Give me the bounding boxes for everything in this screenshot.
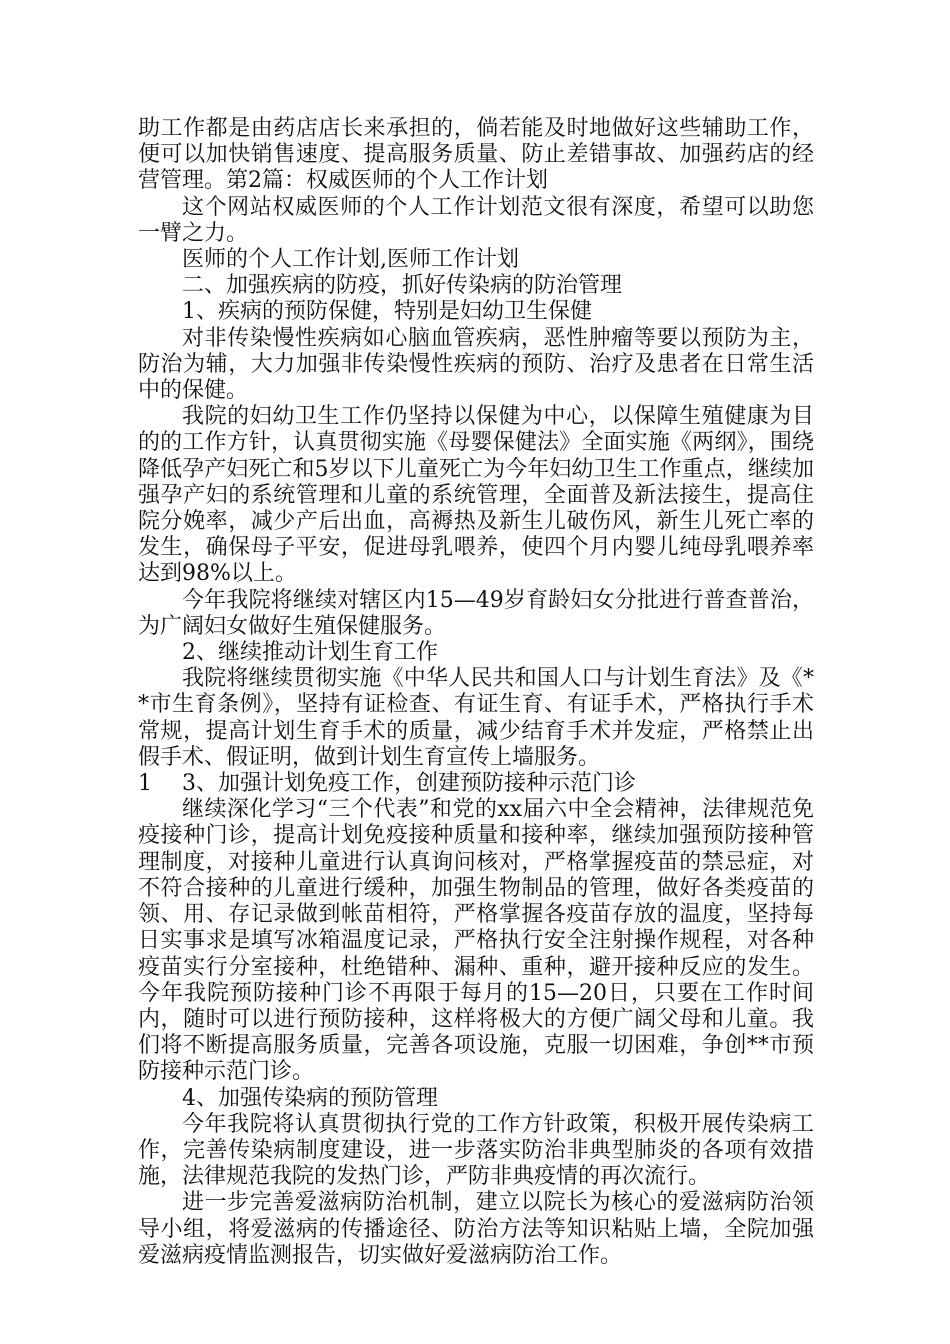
subheading-4: 4、加强传染病的预防管理 [182, 1085, 438, 1111]
paragraph: 我院的妇幼卫生工作仍坚持以保健为中心，以保障生殖健康为目的的工作方针，认真贯彻实施《母婴保健法》全面实施《两纲》，围绕降低孕产妇死亡和5岁以下儿童死亡为今年妇幼卫生工作重点，继续加强孕产妇的系统管理和儿童的系统管理，全面普及新法接生，提高住院分娩率，减少产后出血，高褥热及新生儿破伤风，新生儿死亡率的发生，确保母子平安，促进母乳喂养，使四个月内婴儿纯母乳喂养率达到98%以上。 [138, 404, 814, 587]
paragraph-intro: 这个网站权威医师的个人工作计划范文很有深度，希望可以助您一臂之力。 [138, 194, 814, 246]
list-marker: 1 [138, 771, 152, 797]
paragraph: 我院将继续贯彻实施《中华人民共和国人口与计划生育法》及《**市生育条例》，坚持有证检查、有证生育、有证手术，严格执行手术常规，提高计划生育手术的质量，减少结育手术并发症，严格禁止出假手术、假证明，做到计划生育宣传上墙服务。 [138, 666, 814, 770]
paragraph: 继续深化学习“三个代表”和党的xx届六中全会精神，法律规范免疫接种门诊，提高计划免疫接种质量和接种率，继续加强预防接种管理制度，对接种儿童进行认真询问核对，严格掌握疫苗的禁忌症，对不符合接种的儿童进行缓种，加强生物制品的管理，做好各类疫苗的领、用、存记录做到帐苗相符，严格掌握各疫苗存放的温度，坚持每日实事求是填写冰箱温度记录，严格执行安全注射操作规程，对各种疫苗实行分室接种，杜绝错种、漏种、重种，避开接种反应的发生。今年我院预防接种门诊不再限于每月的15—20日，只要在工作时间内，随时可以进行预防接种，这样将极大的方便广阔父母和儿童。我们将不断提高服务质量，完善各项设施，克服一切困难，争创**市预防接种示范门诊。 [138, 797, 814, 1085]
subheading-1: 1、疾病的预防保健，特别是妇幼卫生保健 [182, 299, 592, 325]
paragraph-title: 医师的个人工作计划,医师工作计划 [182, 247, 519, 273]
subheading-2: 2、继续推动计划生育工作 [182, 640, 438, 666]
subheading-3-row [138, 771, 814, 797]
paragraph: 进一步完善爱滋病防治机制，建立以院长为核心的爱滋病防治领导小组，将爱滋病的传播途径、防治方法等知识粘贴上墙，全院加强爱滋病疫情监测报告，切实做好爱滋病防治工作。 [138, 1190, 814, 1268]
paragraph: 今年我院将继续对辖区内15—49岁育龄妇女分批进行普查普治，为广阔妇女做好生殖保健服务。 [138, 587, 814, 639]
document-page [138, 116, 814, 1269]
paragraph-continuation: 助工作都是由药店店长来承担的，倘若能及时地做好这些辅助工作，便可以加快销售速度、提高服务质量、防止差错事故、加强药店的经营管理。第2篇：权威医师的个人工作计划 [138, 116, 814, 194]
paragraph: 对非传染慢性疾病如心脑血管疾病，恶性肿瘤等要以预防为主，防治为辅，大力加强非传染慢性疾病的预防、治疗及患者在日常生活中的保健。 [138, 325, 814, 404]
subheading-3: 3、加强计划免疫工作，创建预防接种示范门诊 [182, 771, 636, 797]
section-heading-2: 二、加强疾病的防疫，抓好传染病的防治管理 [182, 273, 623, 299]
paragraph: 今年我院将认真贯彻执行党的工作方针政策，积极开展传染病工作，完善传染病制度建设，进一步落实防治非典型肺炎的各项有效措施，法律规范我院的发热门诊，严防非典疫情的再次流行。 [138, 1111, 814, 1190]
